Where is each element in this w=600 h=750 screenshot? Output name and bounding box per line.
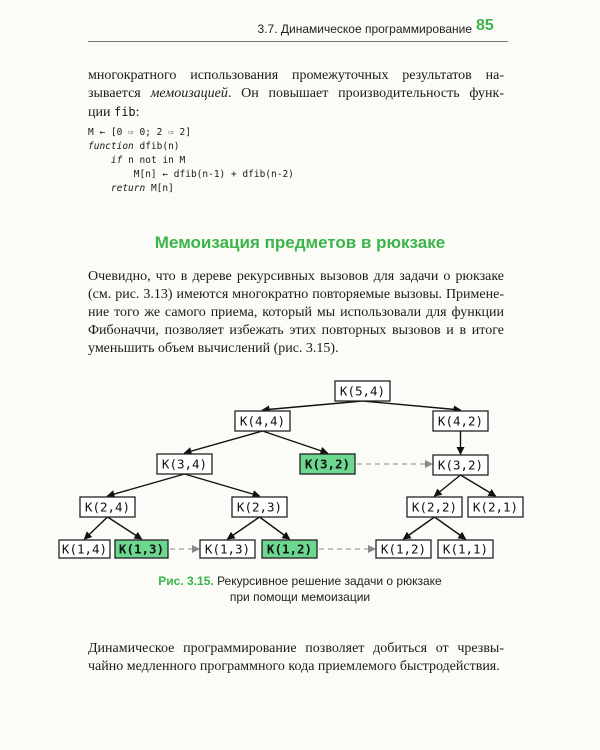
tree-node <box>433 411 488 431</box>
term-memoization: мемоизацией <box>150 86 228 101</box>
section-heading: Мемоизация предметов в рюкзаке <box>154 233 446 252</box>
closing-paragraph <box>88 640 504 676</box>
code-keyword-if: if <box>110 155 123 166</box>
tree-edge <box>263 401 363 410</box>
code-indent <box>88 183 111 194</box>
intro-line-2-end: . Он повышает производительность функ- <box>227 86 504 101</box>
header-rule <box>88 41 508 42</box>
body-line-2: (см. рис. 3.13) имеются многократно повторяемые вызовы. Примене- <box>88 287 504 302</box>
memoized-node <box>262 540 317 558</box>
node-label: K(3,4) <box>161 456 208 472</box>
tree-node <box>376 540 431 558</box>
tree-edge <box>404 517 435 539</box>
code-line-3-rest: n not in M <box>122 155 186 166</box>
running-head: 3.7. Динамическое программирование <box>257 22 472 36</box>
node-label: K(5,4) <box>339 383 386 399</box>
recursion-tree-figure <box>0 370 600 570</box>
tree-node <box>157 454 212 474</box>
node-label: K(1,2) <box>380 541 427 557</box>
code-line-2-rest: dfib(n) <box>133 141 180 152</box>
tree-node <box>200 540 255 558</box>
body-line-4: Фибоначчи, позволяет избежать этих повторных вызовов и в итоге <box>88 323 504 338</box>
caption-line-2: при помощи мемоизации <box>229 590 371 604</box>
tree-node <box>59 540 110 558</box>
code-line-4: M[n] ← dfib(n-1) + dfib(n-2) <box>88 169 294 180</box>
node-label: K(3,2) <box>304 456 351 472</box>
node-label: K(3,2) <box>437 457 484 473</box>
tree-node <box>232 497 287 517</box>
tree-edge <box>85 517 108 539</box>
code-listing <box>88 126 294 196</box>
caption-line-1 <box>0 573 600 589</box>
tree-edge <box>461 475 496 496</box>
memo-links <box>170 464 432 549</box>
tree-node <box>468 497 523 517</box>
intro-line-3 <box>88 103 504 122</box>
tree-edge <box>435 517 466 539</box>
intro-line-3-end: : <box>135 105 140 120</box>
intro-line-1: многократного использования промежуточных результатов на- <box>88 68 504 83</box>
node-label: K(2,4) <box>84 499 131 515</box>
tree-edge <box>185 474 260 496</box>
inline-code-fib: fib <box>113 105 136 119</box>
body-line-1: Очевидно, что в дереве рекурсивных вызовов для задачи о рюкзаке <box>88 269 504 284</box>
node-label: K(1,3) <box>118 541 165 557</box>
node-label: K(1,2) <box>266 541 313 557</box>
code-line-5 <box>88 182 294 196</box>
code-line-1: M ← [0 ⇨ 0; 2 ⇨ 2] <box>88 127 191 138</box>
tree-edge <box>228 517 260 539</box>
intro-line-2 <box>88 85 504 103</box>
tree-node <box>335 381 390 401</box>
memoized-node <box>115 540 168 558</box>
node-label: K(1,1) <box>442 541 489 557</box>
tree-edge <box>363 401 461 410</box>
tree-edge <box>435 475 461 496</box>
node-label: K(1,4) <box>61 541 108 557</box>
closing-line-1: Динамическое программирование позволяет добиться от чрезвы- <box>88 641 504 656</box>
code-keyword-return: return <box>110 183 146 194</box>
tree-node <box>235 411 290 431</box>
tree-edge <box>260 517 290 539</box>
intro-line-2-start: зывается <box>88 86 151 101</box>
node-label: K(2,1) <box>472 499 519 515</box>
tree-node <box>407 497 462 517</box>
caption-label: Рис. 3.15. <box>158 574 214 588</box>
tree-node <box>438 540 493 558</box>
intro-paragraph <box>88 67 504 122</box>
node-label: K(4,2) <box>437 413 484 429</box>
node-label: K(1,3) <box>204 541 251 557</box>
page-number: 85 <box>476 17 494 34</box>
node-label: K(4,4) <box>239 413 286 429</box>
body-line-3: ние того же самого приема, который мы использовали для функции <box>88 305 504 320</box>
intro-line-3-start: ции <box>88 105 114 120</box>
tree-edge <box>108 474 185 496</box>
tree-node <box>80 497 135 517</box>
figure-caption <box>0 573 600 605</box>
memoized-node <box>300 454 355 474</box>
node-label: K(2,2) <box>411 499 458 515</box>
code-line-2 <box>88 140 294 154</box>
tree-edge <box>108 517 142 539</box>
closing-line-2: чайно медленного программного кода приемлемого быстродействия. <box>88 659 500 674</box>
code-indent <box>88 155 111 166</box>
tree-edge <box>263 431 328 453</box>
tree-edge <box>185 431 263 453</box>
code-keyword-function: function <box>88 141 134 152</box>
code-line-3 <box>88 154 294 168</box>
node-label: K(2,3) <box>236 499 283 515</box>
tree-node <box>433 455 488 475</box>
body-paragraph <box>88 268 504 358</box>
body-line-5: уменьшить объем вычислений (рис. 3.15). <box>88 341 339 356</box>
caption-text-1: Рекурсивное решение задачи о рюкзаке <box>217 574 442 588</box>
code-line-5-rest: M[n] <box>145 183 174 194</box>
